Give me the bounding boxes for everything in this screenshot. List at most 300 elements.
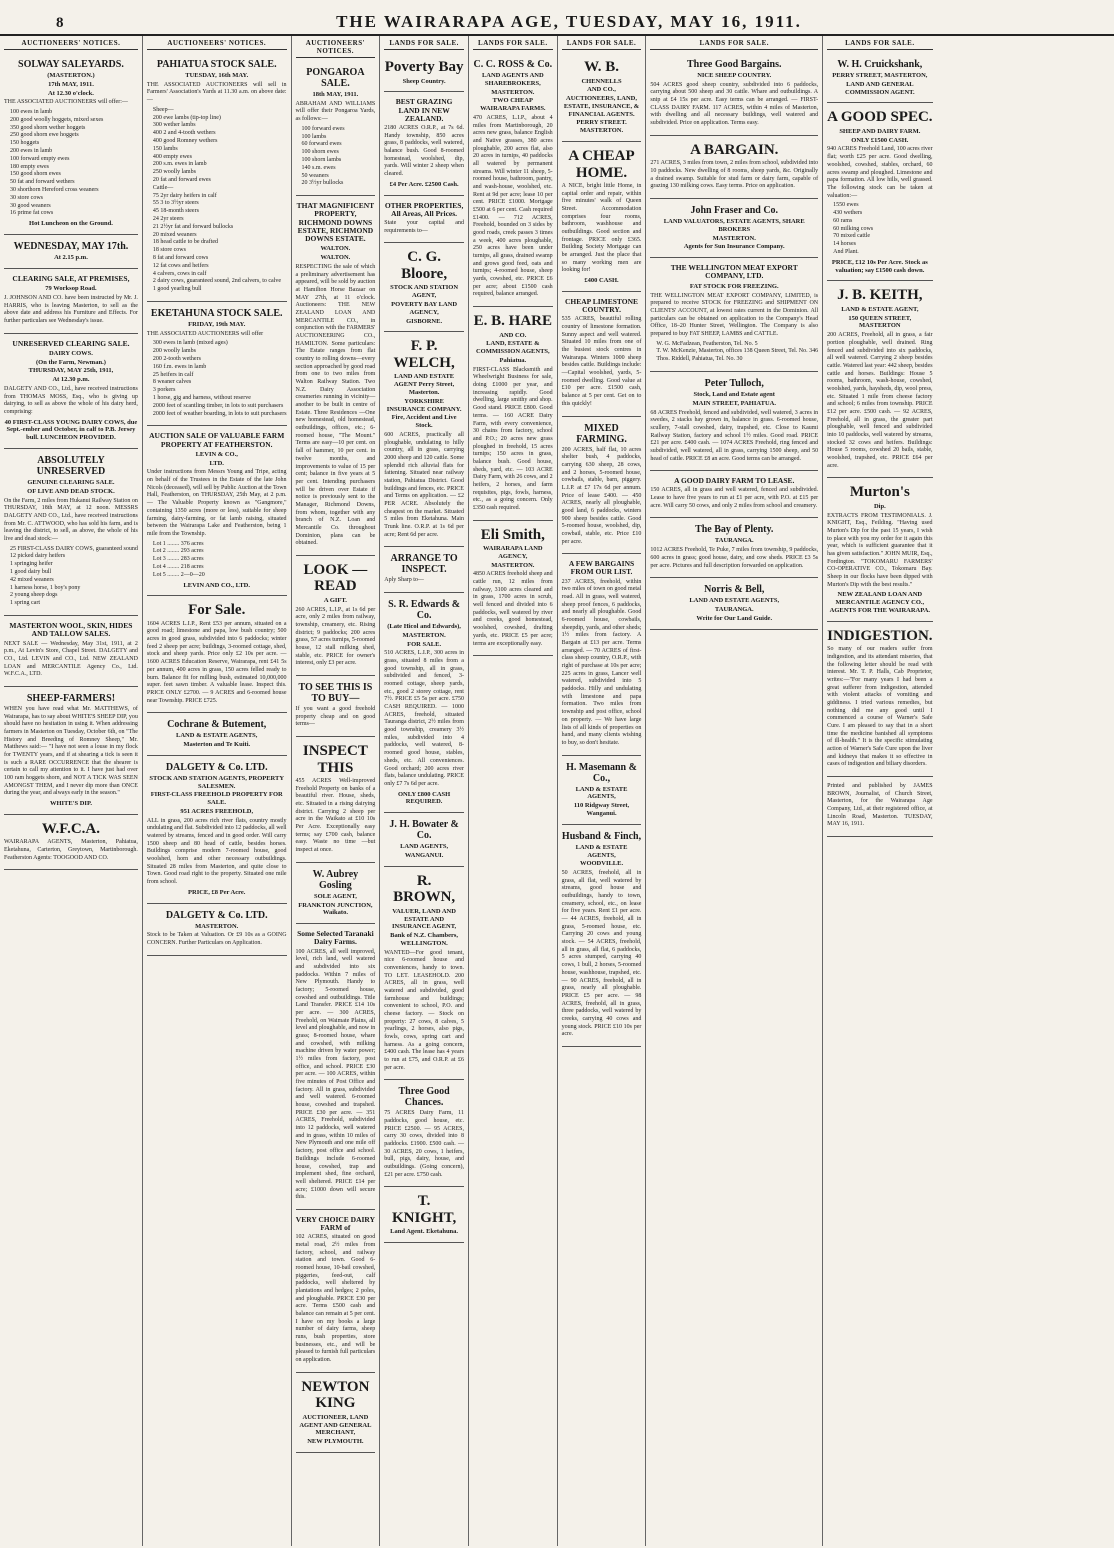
ad-heading: Cochrane & Butement, [167,719,267,731]
ad-heading: EKETAHUNA STOCK SALE. [150,307,283,319]
ad-subheading: At 12.30 p.m. [52,376,90,384]
advertisement [296,737,376,863]
advertisement [384,1187,464,1243]
ad-body: DALGETY AND CO., Ltd., have received instructions from THOMAS MOSS, Esq., who is giving up dairying, to sell as above the whole of his dairy herd, comprising: [4,385,138,415]
column-header: LANDS FOR SALE. [473,39,553,50]
ad-subheading: DAIRY COWS. [48,349,93,357]
list-item: 18 store cows [152,247,186,254]
ad-list [10,546,138,608]
ad-heading: Three Good Chances. [398,1086,450,1109]
ad-body: 150 ACRES, all in grass and well watered, fenced and subdivided. Lease to have five years to run at £1 per acre, with P.O. at £15 per acre. Will carry 50 cows, and only 2 miles from school and creamery. [650,487,819,509]
advertisement [384,813,464,867]
ad-body: ABRAHAM AND WILLIAMS will offer their Pongaroa Yards, as follows:— [295,100,376,123]
list-item: Lot 1 ........ 376 acres [152,540,204,547]
ad-body: 2180 ACRES O.R.P., at 7s 6d. Handy township, 850 acres grass, 8 paddocks, well watered, balance bush. Good 8-roomed homestead, woolshed, dip, yards. Will winter 2 sheep when cleared. [384,125,464,178]
ad-subheading: FAT STOCK FOR FREEZING. [689,282,779,290]
ad-heading: C. C. ROSS & Co. [473,59,553,70]
advertisement [4,269,138,334]
ad-subheading: Agents for Sun Insurance Company. [683,243,785,251]
list-item: 12 fat cows and heifers [152,262,209,269]
ad-body: WAIRARAPA AGENTS, Masterton, Pahiatua, Eketahuna, Carterton, Greytown, Martinborough. Featherston Agents: TOOGOOD AND CO. [4,839,138,861]
ad-heading: ARRANGE TO INSPECT. [390,553,458,576]
advertisement [147,596,287,713]
ad-footer: NEW ZEALAND LOAN AND MERCANTILE AGENCY CO., AGENTS FOR THE WAIRARAPA. [829,591,931,614]
ad-subheading: LAND & ESTATE AGENTS, [575,785,628,801]
ad-subheading: LAND VALUATORS, ESTATE AGENTS, SHARE BROKERS [663,218,805,233]
ad-heading: SHEEP-FARMERS! [26,692,116,704]
advertisement [562,417,642,555]
ad-heading: BEST GRAZING LAND IN NEW ZEALAND. [395,97,453,123]
advertisement [827,777,932,837]
ad-subheading: TWO CHEAP WAIRARAPA FARMS. [480,97,546,113]
list-item: 1550 ewes [833,202,859,209]
list-item: 12 picked dairy heifers [10,553,66,560]
advertisement [562,825,642,1047]
advertisement [384,243,464,332]
ad-body: 271 ACRES, 3 miles from town, 2 miles from school, subdivided into 10 paddocks. New dwelling of 8 rooms, sheep yards, &c. Originally a drained swamp. Suitable for stud farm or dairy farm, capable of grazing 130 milking cows. Easy terms. Price on application. [650,160,819,190]
ad-heading: VERY CHOICE DAIRY FARM of [295,1214,375,1233]
ad-body: 510 ACRES, L.I.P., 300 acres in grass, situated 8 miles from a good township, all in grass, subdivided and fenced, 3-roomed cottage, sheep yards, etc., good 2 storey cottage, rent 7½. PRICE £5 5s per acre. £750 CASH REQUIRED. — 1000 ACRES, freehold, situated Tauranga district, 2½ miles from good township, creamery 3½ miles, subdivided into 4 paddocks, well watered, 8-roomed good house, stables, sheds, etc. All conveniences. Good orchard; 200 acres river flats, balance undulating. PRICE only £7 7s 6d per acre. [384,650,464,787]
list-item: 150 hoggets [10,140,40,147]
list-item: 60 forward ewes [301,141,342,148]
ad-body: 470 ACRES, L.I.P., about 4 miles from Martinborough, 20 acres new grass, balance English and Native grasses, 380 acres ploughable, 200 acres flat, also 20 acres in turnips, 40 paddocks all watered by permanent streams. Will winter 11 sheep, 5-roomed house, bathroom, pantry, and wash-house, woolshed, etc. Rent at 9d per acre; lease 10 per cent. PRICE £1000. Mortgage £500 at 6 per cent. Cash required £1400. — 712 ACRES, Freehold, bounded on 3 sides by good roads, creek passes 3 times a week, 400 acres ploughable, 250 acres have been under turnips, all grass, drained swamp and grows good feed, oats and turnips; 4-roomed house, sheep yards, cowshed, etc. PRICE £6 per acre; about £1500 cash required, balance arranged. [472,114,553,298]
advertisement [562,142,642,292]
ad-body: 75 ACRES Dairy Farm, 11 paddocks, good house, etc. PRICE £2500. — 95 ACRES, carry 30 cows, divided into 8 paddocks. £1900. £500 cash. — 30 ACRES, 20 cows, 1 heifers, bull, pigs, dairy, house, and outbuildings. (Going concern), £21 per acre. £750 cash. [384,1110,464,1178]
ad-heading: W. Aubrey Gosling [312,868,359,891]
ad-subheading: AND CO., [587,86,616,94]
list-item: 160 f.m. ewes in lamb [152,363,207,370]
ad-body: WANTED—For good tenant, nice 6-roomed house and conveniences, handy to town. TO LET. LEASEHOLD. 200 ACRES, all in grass, well watered and subdivided, good farmhouse and buildings; convenient to school, P.O. and cheese factory. — Stock on property: 27 cows, 8 calves, 5 yearlings, 2 horses, also pigs, fowls, cows, spring cart and harness. As a going concern, £400 cash. The lease has 4 years to run at £75, and O.R.P. at £6 per acre. [384,949,464,1071]
list-item: 1 horse, gig and harness, without reserve [152,394,251,401]
advertisement [384,332,464,547]
ad-heading: For Sale. [188,602,246,619]
list-item: 42 mixed weaners [10,576,54,583]
ad-heading: Peter Tulloch, [704,377,764,389]
ad-body: State your capital and requirements to— [384,220,464,234]
ad-heading: THE WELLINGTON MEAT EXPORT COMPANY, LTD. [670,263,798,281]
ad-subheading: WOODVILLE. [579,860,624,868]
ad-list [10,109,138,218]
ad-heading: OTHER PROPERTIES, All Areas, All Prices. [384,200,464,218]
advertisement [650,136,818,199]
advertisement [473,307,553,520]
list-item: 400 2 and 4-tooth wethers [152,130,216,137]
ad-subheading: Sheep Country. [402,77,446,85]
list-item: 30 shorthorn Hereford cross weaners [10,187,99,194]
ad-heading: LOOK — READ [303,561,368,595]
list-item: 100 forward ewes [301,125,345,132]
ad-subheading: MAIN STREET, PAHIATUA. [692,399,776,407]
advertisement [147,53,287,302]
ad-subheading: (On the Farm, Newman.) [36,358,106,366]
column-header: AUCTIONEERS' NOTICES. [147,39,287,50]
ad-body: 535 ACRES, beautiful rolling country of limestone formation. Sunny aspect and well watered. Situated 10 miles from one of the busiest stock centres in Wairarapa. Winters 1000 sheep besides cattle. Buildings include:—Capital woolshed, yards, 5-roomed dwelling. Good value at £10 per acre. £1500 cash, balance at 5 per cent. Get on to this quickly! [561,316,642,407]
ad-subheading: LAND AGENTS, [400,843,449,851]
column-8 [823,36,936,1546]
ad-subheading: YORKSHIRE INSURANCE COMPANY. [386,397,462,413]
ad-body: 200 ACRES, half flat, 10 acres shelter bush, 4 paddocks, carrying 630 sheep, 28 cows, and 2 horses, 5-roomed house, cowbails, stable, barn, piggery. L.I.P. at £7 17s 6d per annum. Price of lease £400. — 450 ACRES, nearly all ploughable, good land, 6 paddocks, winters 900 sheep besides cattle. Good 5-roomed house, woolshed, dip, cowbail, stable, etc. Price £10 per acre. [561,446,642,545]
list-item: 1 good yearling bull [152,286,202,293]
list-item: 100 ewes in lamb [10,109,53,116]
ad-heading: A GOOD SPEC. [827,109,933,126]
ad-body: THE ASSOCIATED AUCTIONEERS will offer [146,330,264,337]
ad-subheading: At 2.15 p.m. [54,254,88,262]
ad-subheading: WALTON. [320,254,351,262]
column-3 [292,36,381,1546]
ad-heading: John Fraser and Co. [690,205,779,217]
list-item: Lot 4 ........ 218 acres [152,563,204,570]
ad-list [153,541,287,580]
list-item: 100 lambs [301,133,327,140]
ad-subheading: FOR SALE. [407,640,442,648]
ad-line: At 12.30 o'clock. [48,89,94,97]
ad-body: 68 ACRES Freehold, fenced and subdivided, well watered, 3 acres in swedes, 2 stacks hay grown in, balance in grass. 6-roomed house, scullery, 7-stall cowshed, dairy, trapshed, etc. Close to Kaumi Railway Station, factory and school 1½ miles. Good road. PRICE £21 per acre. £400 cash. — 1074 ACRES Freehold, ring fenced and subdivided, well watered, all in grass, carrying 1500 sheep, and 50 head of cattle. PRICE £8 an acre. Good terms can be arranged. [650,409,819,462]
ad-heading: INDIGESTION. [827,627,933,644]
ad-heading: Some Selected Taranaki Dairy Farms. [297,929,374,947]
ad-heading: The Bay of Plenty. [695,524,774,536]
list-item: 8 weaner calves [152,379,192,386]
list-item: 150 lambs [152,145,178,152]
advertisement [296,61,376,196]
ad-subheading: POVERTY BAY LAND AGENCY, [391,300,458,316]
advertisement [4,53,138,235]
ad-heading: AUCTION SALE OF VALUABLE FARM PROPERTY AT FEATHERSTON. [149,431,285,449]
ad-subheading: MASTERTON. [491,561,535,569]
ad-subheading: THURSDAY, MAY 25th, 1911, [28,367,114,375]
list-item: 60 rams [833,217,853,224]
list-item: 300 ewes in lamb (mixed ages) [152,340,228,347]
column-6 [558,36,647,1546]
ad-body: 1604 ACRES L.I.P., Rent £53 per annum, situated on a good road; limestone and papa, low bush country; 500 acres in good grass, subdivided into 6 paddocks; winter feed 2 sheep per acre; buildings, 3-roomed cottage, shed, stock and sheep yards. Price only £2 10s per acre. — 1600 ACRES Education Reserve, Wairarapa, rent £41 5s per annum, 400 acres in grass, 150 acres felled ready to burn. Balance fit for milling bush, estimated 10,000,000 super. feet sawn timber. A valuable lease. Inspect this. PRICE ONLY £2700. — 9 ACRES and 6-roomed house near Township. PRICE £725. [146,620,287,704]
ad-subheading: LAND AGENTS AND SHAREBROKERS, [481,72,544,87]
advertisement [147,426,287,596]
ad-body: RESPECTING the sale of which a preliminary advertisement has appeared, will be sold by auction at Hamilton Horse Bazaar on MAY 27th, at 11 o'clock. Auctioneers: THE NEW ZEALAND LOAN AND MERCANTILE CO., in conjunction with the FARMERS' AUCTIONEERING CO., HAMILTON. Some particulars: The Estate ranges from flat country to rolling downs—every section approached by good road from one to two miles from Walton Railway Station. Two N.Z. Dairy Association creameries running in vicinity—another to be built in centre of Estate. Three Residences —One new homestead, old homestead, outbuildings, offices, etc.; 6-roomed house, "The Mount." Terms are easy—10 per cent. on fall of hammer, 10 per cent. in twelve months, and improvements to value of 15 per cent; balance in five years at 5 per cent. Intending purchasers will be driven over Estate if notice is previously sent to the Manager, Richmond Downs, from whom, together with any branch of N.Z. Loan and Mercantile Co. throughout Dominion, plans can be obtained. [295,264,376,547]
advertisement [4,334,138,450]
ad-body: 237 ACRES, freehold, within two miles of town on good metal road. All in grass, well watered, sheep proof fences, 6 paddocks, and nearly all ploughable. Good 6-roomed house, cowbails, sheepdip, yards, and other sheds; 1½ miles from factory. A Bargain at £13 per acre. Terms arranged. — 70 ACRES of first-class sheep country, O.R.P., with right of purchase at 10s per acre; 225 acres in grass, Lancer well watered, subdivided into 5 paddocks. Hilly and undulating with limestone and papa formation. Two miles from township and post office, school on property. — We have large lists of all kinds of properties on hand, and many clients wishing to buy, so don't hesitate. [561,578,642,746]
advertisement [827,103,932,281]
advertisement [147,713,287,756]
ad-heading: THAT MAGNIFICENT PROPERTY, RICHMOND DOWNS ESTATE, RICHMOND DOWNS ESTATE. [296,201,375,244]
advertisement [147,302,287,426]
advertisement [296,1373,376,1453]
ad-heading: A BARGAIN. [690,141,779,158]
ad-subheading: LAND & ESTATE AGENT, [841,305,919,313]
list-item: Lot 3 ........ 283 acres [152,556,204,563]
advertisement [147,904,287,956]
ad-subheading: 110 Ridgway Street, Wanganui. [573,802,630,817]
advertisement [473,53,553,307]
ad-heading: SOLWAY SALEYARDS. [18,59,124,70]
ad-subheading: WALTON. [320,245,351,253]
ad-subheading: (Late Hicol and Edwards), [387,623,461,631]
list-item: 20 mixed weaners [152,231,197,238]
advertisement [4,449,138,616]
column-1 [0,36,143,1546]
column-4 [380,36,469,1546]
ad-heading: E. B. HARE [473,313,552,330]
column-2 [143,36,292,1546]
ad-subheading: VALUER, LAND AND ESTATE AND INSURANCE AGENT, [392,907,457,931]
ad-subheading: FRANKTON JUNCTION, Waikato. [298,901,373,917]
list-item: 200 ewes in lamb [10,148,53,155]
ad-subheading: SHEEP AND DAIRY FARM. [839,127,921,135]
ad-subheading: STOCK AND STATION AGENTS, PROPERTY SALESMEN. [149,774,285,790]
list-item: 30 good weaners [10,202,51,209]
list-item: 1 springing heifer [10,561,53,568]
list-item: 250 good shorn ewe hoggets [10,132,79,139]
ad-body: Under instructions from Messrs Young and Tripe, acting on behalf of the Trustees in the Estate of the late John Nicols (deceased), will sell by Public Auction at the Town Hall, Featherston, on THURSDAY, 25th May, at 2 p.m. — The Valuable Property known as "Gangmore," containing 1350 acres (more or less), suitable for sheep farming, dairy-farming, or fat lamb raising, situated between the Wairarapa Lake and Featherston, being 1 mile from the Township. [146,469,287,537]
list-item: 200 2-tooth wethers [152,356,201,362]
ad-subheading: FRIDAY, 19th MAY. [188,320,246,328]
advertisement [384,593,464,813]
list-item: Thos. Riddell, Pahiatua, Tel. No. 30 [656,356,743,363]
ad-body: On the Farm, 2 miles from Hukanui Railway Station on THURSDAY, 18th MAY, at 12 noon. MESSRS DALGETY AND CO., Ltd., have received instructions from Mr. C. ATTWOOD, who has sold his farm, and is leaving the district, to sell, as above, the whole of his live and dead stock:— [4,497,138,543]
ad-heading: TO SEE THIS IS TO BUY— [298,682,373,705]
ad-heading: INSPECT THIS [302,743,368,776]
ad-subheading: 150 QUEEN STREET, MASTERTON [848,314,912,330]
ad-list [302,126,376,188]
list-item: 1 spring cart [10,600,40,607]
ad-subheading: SOLE AGENT, [313,892,357,900]
ad-subheading: NEW PLYMOUTH. [307,1438,364,1446]
list-item: 20 fat and forward ewes [152,176,211,183]
ad-heading: Murton's [849,484,910,501]
ad-body: 600 ACRES, practically all ploughable, undulating to hilly country, all in grass, carrying 2000 sheep and 120 cattle. Some splendid rich alluvial flats for fattening. Situated near railway station, Pahiatua District. Good buildings and fences, etc. PRICE and Terms on application. — £2 PER ACRE. Absolutely the cheapest on the market. Situated 5 miles from Eketahuna. Main Trunk line. O.R.P. at 1s 6d per acre; Rent 6d per acre. [384,431,464,538]
list-item: 2 dairy cows, guaranteed sound, 2nd calvers, to calve [152,278,282,285]
ad-list [153,107,287,294]
list-item: 400 good Romney wethers [152,138,218,144]
list-item: 24 2yr steers [152,215,184,222]
ad-footer: ONLY £800 CASH REQUIRED. [397,790,451,806]
column-7 [646,36,823,1546]
column-header: LANDS FOR SALE. [562,39,642,50]
list-item: Lot 5 ........ 2—0—20 [152,571,205,578]
list-item: 16 prime fat cows [10,210,54,217]
column-header: AUCTIONEERS' NOTICES. [4,39,138,50]
ad-heading: CHEAP LIMESTONE COUNTRY. [565,296,639,315]
list-item: Lot 2 ........ 293 acres [152,548,204,555]
list-item: 1 harness horse, 1 boy's pony [10,584,81,591]
list-item: 18 head cattle to be drafted [152,239,219,246]
list-item: Cattle— [152,184,174,191]
list-item: 140 s.m. ewes [301,164,336,171]
ad-heading: R. BROWN, [393,872,456,906]
list-item: 100 shorn ewes [301,149,339,156]
ad-body: THE ASSOCIATED AUCTIONEERS will sell in Farmers' Association's Yards at 11.30 a.m. on above date:— [146,81,287,104]
advertisement [650,578,818,629]
ad-subheading: Bank of N.Z. Chambers, WELLINGTON. [390,932,459,947]
list-item: 60 milking cows [833,225,874,232]
ad-subheading: TAURANGA. [714,606,754,614]
ad-subheading: ONLY £1500 CASH. [851,136,909,144]
ad-body: FIRST-CLASS Blacksmith and Wheelwright Business for sale, doing £1000 per year, and increasing rapidly. Good dwelling, large smithy and shop. Good stand. PRICE £800. Good terms. — 160 ACRE Dairy Farm, with every convenience, 30 chains from factory, school and P.O.; 20 acres new grass ploughed in freehold, 15 acres turnips; 150 acres in grass, balance bush. Good house, sheds, yard, etc. — 103 ACRE Dairy Farm, with 26 cows, and 2 heifers, 2 horses, and farm requisites, pigs, fowls, harness, etc., as a going concern. Only £350 cash required. [472,366,553,511]
ad-heading: A CHEAP HOME. [568,148,635,181]
column-header: LANDS FOR SALE. [384,39,464,50]
advertisement [296,556,376,676]
advertisement [384,92,464,195]
advertisement [827,622,932,777]
ad-subheading: LTD. [209,459,224,467]
list-item: 8 fat and forward cows [152,254,209,261]
ad-footer: 40 FIRST-CLASS YOUNG DAIRY COWS, due Sept.-ember and October, in calf to P.B. Jersey bull. LUNCHEON PROVIDED. [4,418,138,442]
ad-subheading: TUESDAY, 16th MAY. [185,72,249,79]
ad-body: THE WELLINGTON MEAT EXPORT COMPANY, LIMITED, is prepared to receive STOCK for FREEZING and SHIPMENT ON CLIENTS' ACCOUNT, at lowest rates current in the Dominion. All particulars can be obtained on application to the Company's Head Office, 18–20 Hunter Street, Wellington. The Company is also prepared to buy FAT SHEEP, LAMBS and CATTLE. [650,292,819,337]
advertisement [650,471,818,518]
advertisement [296,1210,376,1373]
list-item: 180 empty ewes [10,163,49,170]
advertisement [827,478,932,621]
ad-heading: W.F.C.A. [41,820,100,837]
list-item: Sheep— [152,106,174,113]
list-item: 350 good shorn wether hoggets [10,124,86,131]
advertisement [384,867,464,1081]
list-item: 200 s.m. ewes in lamb [152,161,207,168]
list-item: 300 wether lambs [152,122,196,129]
ad-subheading: 18th MAY, 1911. [312,91,359,98]
ad-subheading: OF LIVE AND DEAD STOCK. [27,487,115,495]
ad-footer: WHITE'S DIP. [49,799,92,807]
advertisement [4,235,138,269]
advertisement [4,687,138,815]
column-header: AUCTIONEERS' NOTICES. [296,39,376,58]
advertisement [473,521,553,657]
ad-heading: NEWTON KING [301,1378,370,1412]
ad-heading: Three Good Bargains. [686,59,782,70]
ad-subheading: Pahiatua. [499,357,527,364]
advertisement [562,53,642,142]
ad-subheading: AUCTIONEER, LAND AGENT AND GENERAL MERCHANT, [299,1413,372,1437]
ad-subheading: Stock, Land and Estate agent [693,390,775,398]
ad-body: 455 ACRES Well-improved Freehold Property on banks of a beautiful river. House, sheds, etc. Situated in a rising dairying district. Carrying 2 sheep per acre in the Waikato at £10 10s Per Acre. Exceptionally easy terms; say £700 cash, balance easy. Waste no time —but inspect at once. [295,778,376,854]
ad-body: 102 ACRES, situated on good metal road, 2½ miles from factory, school, and railway station and town. Good 6-roomed house, 10-bail cowshed, piggeries, feed-out, calf paddocks, well sheltered by plantations and hedges; 2 poles, and ploughable. PRICE £30 per acre. Terms £500 cash and balance can remain at 5 per cent. I have on my books a large number of dairy farms, sheep runs, bush properties, store businesses, etc., and will be pleased to furnish full particulars on application. [295,1234,376,1364]
list-item: 100 forward empty ewes [10,155,70,162]
ad-heading: Husband & Finch, [561,830,642,842]
column-header: LANDS FOR SALE. [827,39,932,50]
advertisement [296,676,376,737]
ad-subheading: 951 ACRES FREEHOLD, [180,807,254,815]
list-item: 2 young sheep dogs [10,592,58,599]
ad-subheading: PERRY STREET. MASTERTON. [576,119,627,135]
ad-footer: Write for Our Land Guide. [696,614,773,622]
ad-footer: LEVIN AND CO., LTD. [183,581,251,589]
ad-subheading: AUCTIONEERS, LAND, ESTATE, INSURANCE, & FINANCIAL AGENTS. [563,95,640,118]
ad-subheading: Masterton and Te Kuiti. [183,740,251,748]
ad-body: Aply Sharp to— [384,577,424,584]
ad-subheading: CHENNELLS [581,77,622,85]
ad-heading: W. B. [584,59,619,75]
ad-heading: W. H. Cruickshank, [837,59,923,70]
ad-body: 200 ACRES, Freehold, all in grass, a fair portion ploughable, well drained. Ring fenced and subdivided into six paddocks, all well watered. Carrying 2 sheep besides cattle. Watered last year: 442 sheep, besides cattle and horses. Buildings: House 5 rooms, bathroom, wash-house, cowshed, woolshed, yards, haysheds, dip, wool press, etc. Situated 1 mile from cheese factory and school; 6 miles from township. PRICE £12 per acre. £500 cash. — 92 ACRES, Freehold, all in grass, the greater part ploughable, well fenced and subdivided into 10 paddocks, well watered by streams, stocked 32 cows and heifers. Buildings: House 5 rooms, cowshed 20 bails, stable, woolshed, trapshed, etc. PRICE £64 per acre. [827,332,933,469]
ad-footer: £400 CASH. [584,277,619,285]
list-item: 2000 feet of weather boarding, in lots to suit purchasers [152,410,287,417]
ad-body: 4850 ACRES freehold sheep and cattle run, 12 miles from railway, 3100 acres cleared and in grass, 1700 acres in scrub, well fenced and divided into 6 paddocks, well watered by river and creeks, good homestead, woolshed, cowshed, drafting yards, etc. PRICE £5 per acre; terms are exceptionally easy. [472,571,553,647]
advertisement [296,863,376,924]
ad-list [833,202,932,257]
advertisement [296,196,376,556]
list-item: 75 2yr dairy heifers in calf [152,192,217,199]
list-item: 1 good dairy bull [10,569,52,576]
columns [0,36,1114,1546]
list-item: 200 good woolly hoggets, mixed sexes [10,116,104,123]
column-5 [469,36,558,1546]
ad-subheading: MASTERTON. [195,922,239,930]
ad-heading: PONGAROA SALE. [306,67,365,89]
list-item: 20 3½yr bullocks [301,180,344,187]
ad-subheading: PERRY STREET, MASTERTON, [832,72,928,79]
ad-body: 1012 ACRES Freehold, Te Puke, 7 miles from township, 9 paddocks, 600 acres in grass; good house, dairy, and cow sheds. PRICE £3 5s per acre. Pictures and full description forwarded on application. [650,547,819,569]
ad-heading: Eli Smith, [480,526,545,543]
ad-subheading: Dip. [873,502,886,510]
ad-body: WHEN you have read what Mr. MATTHEWS, of Wairarapa, has to say about WHITE'S SHEEP DIP, you should have no hesitation in using it. When addressing farmers in Masterton on Tuesday, October 6th, on "The History and Breeding of Romney Sheep," Mr. Matthews said:— "I have not seen a louse in my flock for TWENTY years, and if at shearing a tick is seen it is such a RARE OCCURRENCE that the shearer is certain to call my attention to it. I have just had over 100 ram hoggets shorn, and NOT A TICK WAS SEEN AMONGST THEM, and I never dip more than ONCE during the year, and always early in the season." [4,705,138,797]
list-item: 70 mixed cattle [833,233,871,240]
list-item: 3 porkers [152,387,176,394]
ad-heading: UNRESERVED CLEARING SALE. [12,338,130,348]
ad-heading: Norris & Bell, [704,584,765,596]
advertisement [562,292,642,417]
advertisement [650,199,818,258]
ad-subheading: (MASTERTON.) [47,72,95,79]
ad-list [153,340,287,418]
ad-subheading: 79 Worksop Road. [45,285,97,293]
ad-subheading: Fire, Accident and Live Stock. [391,414,457,430]
ad-subheading: MASTERTON. [712,234,756,242]
ad-heading: DALGETY & Co. LTD. [165,761,268,773]
ad-subheading: STOCK AND STATION AGENT, [390,284,459,300]
list-item: 25 FIRST-CLASS DAIRY COWS, guaranteed sound [10,545,138,552]
ad-heading: S. R. Edwards & Co. [388,599,461,622]
ad-subheading: TAURANGA. [714,537,754,545]
list-item: T. W. McKenzie, Masterton, offices 138 Queen Street, Tel. No. 346 [656,348,819,355]
ad-subheading: LAND AND GENERAL COMMISSION AGENT. [845,80,915,96]
ad-body: 100 ACRES, all well improved, level, rich land, well watered and subdivided into six paddocks. Within 7 miles of New Plymouth. Handy to factory; 5-roomed house, cowshed and outbuildings. Title Land Transfer. PRICE £14 10s per acre. — 300 ACRES, Freehold, on Waimate Plains, all level and ploughable, and now in grass; 8-roomed house, whare and cowshed, with milking machine driven by water power; 1½ miles from factory, post office, and school. PRICE £30 per acre. — 100 ACRES, within five minutes of Post Office and factory. All in grass, subdivided and well watered. 6-roomed house, cowshed and trapshed. PRICE £30 per acre. — 351 ACRES, Freehold, subdivided into 12 paddocks, well watered and in grass, within 10 miles of New Plymouth and one mile off factory, post office and school. Buildings include 6-roomed house, cowshed, trap and implement shed, fine orchard, well sheltered. PRICE £14 per acre; £1000 down will secure this. [295,948,376,1201]
ad-body: 260 ACRES, L.I.P., at 1s 6d per acre, only 2 miles from railway, township, creamery, etc. Rising district; 9 paddocks; 200 acres grass, 57 acres turnips, 5-roomed house, 12 stall milking shed, stable, etc. PRICE for owner's interest, only £3 per acre. [295,606,376,667]
advertisement [650,258,818,372]
ad-body: If you want a good freehold property cheap and on good terms— [295,706,376,728]
ad-body: A NICE, bright little Home, in capital order and repair, within five minutes' walk of Queen Street. Accommodation comprises four rooms, bathroom, washhouse and outbuildings. Good section and frontage. PRICE only £365. Building Society Mortgage can be arranged. Just the place that so many working men are looking for! [561,183,642,274]
list-item: W. G. McFadzean, Featherston, Tel. No. 5 [656,340,758,347]
list-item: 400 empty ewes [152,153,192,160]
ad-line: 17th MAY, 1911. [48,80,94,88]
ad-body: NEXT SALE — Wednesday, May 31st, 1911, at 2 p.m., At Levin's Store, Chapel Street. DALGETY and CO., Ltd. LEVIN and CO., Ltd. NEW ZEALAND LOAN and MERCANTILE Agency Co., Ltd. W.F.C.A., LTD. [4,640,138,678]
ad-subheading: WAIRARAPA LAND AGENCY, [482,545,543,560]
newspaper-title: THE WAIRARAPA AGE, TUESDAY, MAY 16, 1911. [336,12,802,31]
ad-heading: DALGETY & Co. LTD. [165,909,268,921]
ad-heading: T. KNIGHT, [391,1193,457,1226]
advertisement [384,547,464,593]
list-item: 45 18-month steers [152,208,199,215]
ad-footer: PRICE, £8 Per Acre. [188,888,246,896]
ad-list [656,341,818,364]
ad-body: 50 ACRES, freehold, all in grass, all flat, well watered by streams, good house and outbuildings, handy to town, creamery, school, etc., on lease for five years. Rent £1 per acre. — 44 ACRES, freehold, all in grass, 5-roomed house, etc. Carrying 20 cows and young stock. — 54 ACRES, freehold, all in grass, all flat, 6 paddocks, 5 acres stumped, carrying 40 cows, 1 bull, 2 horses, 5-roomed house, washhouse, trapshed, etc. — 90 ACRES, freehold, all in grass, nearly all ploughable. PRICE £5 per acre. — 98 ACRES, freehold, all in grass, three paddocks, well watered by creeks, carrying 40 cows and young stock. PRICE £10 10s per acre. [561,870,642,1038]
ad-footer: PRICE, £12 10s Per Acre. Stock as valuation; say £1500 cash down. [831,258,928,274]
ad-heading: CLEARING SALE, AT PREMISES, [12,273,130,283]
ad-subheading: FIRST-CLASS FREEHOLD PROPERTY FOR SALE. [150,791,283,807]
ad-heading: A GOOD DAIRY FARM TO LEASE. [674,476,795,486]
list-item: 14 horses [833,241,856,248]
advertisement [4,815,138,871]
list-item: 200 ewe lambs (tip-top line) [152,114,221,121]
ad-heading: J. B. KEITH, [837,287,923,304]
advertisement [296,924,376,1210]
advertisement [827,281,932,478]
ad-heading: PAHIATUA STOCK SALE. [156,59,277,70]
ad-body: EXTRACTS FROM TESTIMONIALS. J. KNIGHT, Esq., Feilding. "Having used Murton's Dip for the past 15 years, I wish to place with you my order for it again this year, which is sufficient guarantee that it has given satisfaction." JOHN MUIR, Esq., Fordington. "TOKOMARU FARMERS' CO-OPERATIVE CO., Tokomaru Bay. Sheep in our flocks have been dipped with Murton's Dip with the best results." [827,512,933,588]
list-item: 2000 feet of scantling timber, in lots to suit purchasers [152,402,284,409]
list-item: 55 3 to 3½yr steers [152,200,199,207]
ad-body: J. JOHNSON AND CO. have been instructed by Mr. J. HARRIS, who is leaving Masterton, to sell as the above date and address his Furniture and Effects. For further particulars see Wednesday's issue. [4,294,138,324]
ad-body: 504 ACRES good sheep country, subdivided into 6 paddocks, carrying about 500 sheep and 30 cattle. Whare and outbuildings. A snip at £4 15s per acre. Easy terms can be arranged. — FIRST-CLASS DAIRY FARM. 117 ACRES, within 4 miles of Masterton, with dwelling and all necessary buildings, well watered and subdivided. Price on application. Terms easy. [650,81,819,127]
ad-subheading: GISBORNE. [406,317,443,325]
